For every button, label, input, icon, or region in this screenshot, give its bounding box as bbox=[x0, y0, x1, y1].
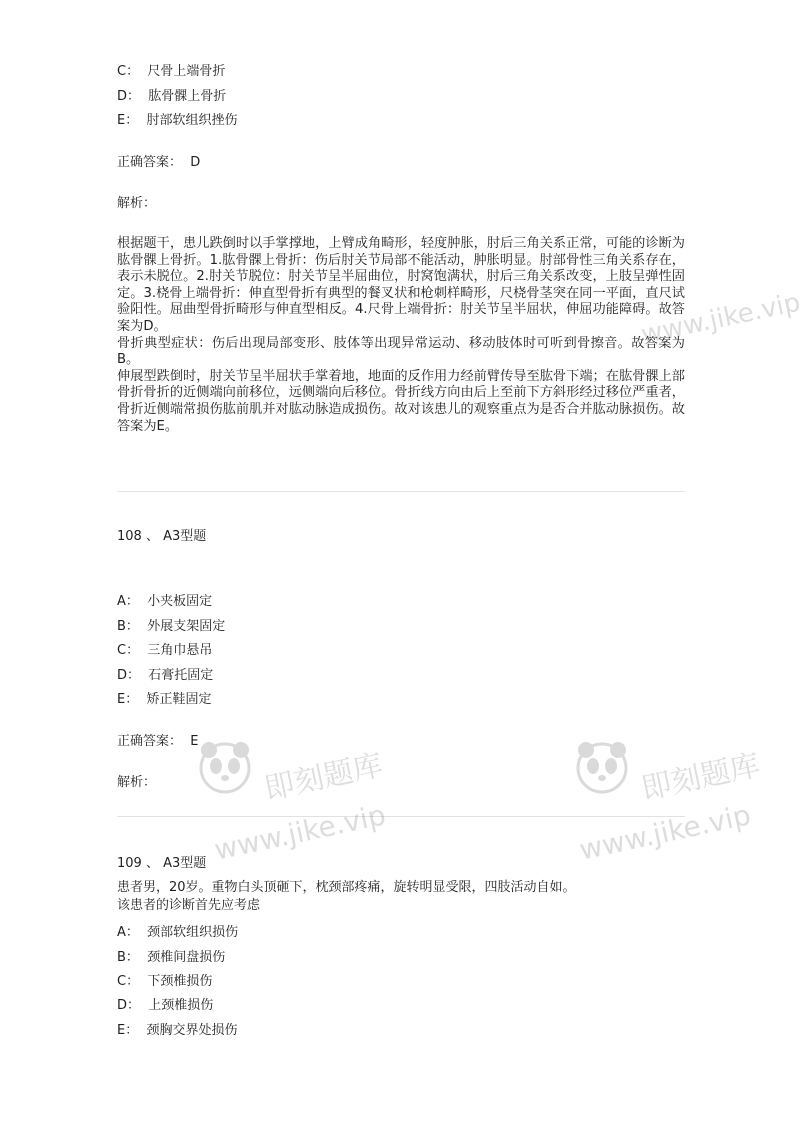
correct-answer: 正确答案： D bbox=[117, 155, 201, 170]
option-b[interactable]: B： 颈椎间盘损伤 bbox=[117, 950, 226, 965]
option-c[interactable]: C： 下颈椎损伤 bbox=[117, 974, 213, 989]
option-c[interactable]: C： 尺骨上端骨折 bbox=[117, 64, 226, 79]
option-e[interactable]: E： 肘部软组织挫伤 bbox=[117, 113, 238, 128]
analysis-label: 解析： bbox=[117, 196, 157, 211]
option-d[interactable]: D： 上颈椎损伤 bbox=[117, 998, 214, 1013]
answer-value: D bbox=[190, 155, 201, 170]
analysis-label: 解析： bbox=[117, 775, 157, 790]
question-header: 108 、 A3型题 bbox=[117, 529, 207, 544]
correct-answer: 正确答案： E bbox=[117, 734, 199, 749]
option-d[interactable]: D： 石膏托固定 bbox=[117, 668, 214, 683]
watermark bbox=[195, 738, 415, 878]
watermark-url: www.jike.vip bbox=[211, 798, 389, 867]
watermark bbox=[572, 738, 764, 878]
option-c[interactable]: C： 三角巾悬吊 bbox=[117, 643, 213, 658]
option-e[interactable]: E： 矫正鞋固定 bbox=[117, 692, 212, 707]
question-prompt: 该患者的诊断首先应考虑 bbox=[117, 898, 261, 913]
analysis-text bbox=[117, 236, 685, 435]
analysis-paragraph: 骨折典型症状：伤后出现局部变形、肢体等出现异常运动、移动肢体时可听到骨擦音。故答案为B。 bbox=[117, 335, 685, 368]
panda-logo-icon bbox=[572, 738, 632, 804]
answer-value: E bbox=[190, 734, 199, 749]
watermark-url: www.jike.vip bbox=[638, 287, 803, 351]
question-divider bbox=[117, 816, 685, 817]
question-divider bbox=[117, 491, 685, 492]
question-stem: 患者男，20岁。重物白头顶砸下，枕颈部疼痛，旋转明显受限，四肢活动自如。 bbox=[117, 880, 576, 895]
watermark-url: www.jike.vip bbox=[576, 798, 754, 867]
watermark-brand: 即刻题库 bbox=[261, 747, 387, 808]
option-d[interactable]: D： 肱骨髁上骨折 bbox=[117, 89, 227, 104]
question-header: 109 、 A3型题 bbox=[117, 856, 207, 871]
analysis-paragraph: 根据题干，患儿跌倒时以手掌撑地，上臂成角畸形，轻度肿胀，肘后三角关系正常，可能的诊断为肱骨髁上骨折。1.肱骨髁上骨折：伤后肘关节局部不能活动，肿胀明显。肘部骨性三角关系存在，表示未脱位。2.肘关节脱位：肘关节呈半屈曲位，肘窝饱满状，肘后三角关系改变，上肢呈弹性固定。3.桡骨上端骨折：伸直型骨折有典型的餐叉状和枪刺样畸形，尺桡骨茎突在同一平面，直尺试验阳性。屈曲型骨折畸形与伸直型相反。4.尺骨上端骨折：肘关节呈半屈状，伸屈功能障碍。故答案为D。 bbox=[117, 236, 685, 334]
watermark-brand: 即刻题库 bbox=[638, 747, 764, 808]
option-a[interactable]: A： 颈部软组织损伤 bbox=[117, 925, 239, 940]
option-e[interactable]: E： 颈胸交界处损伤 bbox=[117, 1023, 238, 1038]
option-b[interactable]: B： 外展支架固定 bbox=[117, 619, 226, 634]
analysis-paragraph: 伸展型跌倒时，肘关节呈半屈状手掌着地，地面的反作用力经前臂传导至肱骨下端；在肱骨髁上部骨折骨折的近侧端向前移位，远侧端向后移位。骨折线方向由后上至前下方斜形经过移位严重者，骨折近侧端常损伤肱前肌并对肱动脉造成损伤。故对该患儿的观察重点为是否合并肱动脉损伤。故答案为E。 bbox=[117, 368, 685, 434]
option-a[interactable]: A： 小夹板固定 bbox=[117, 594, 213, 609]
panda-logo-icon bbox=[195, 738, 255, 804]
